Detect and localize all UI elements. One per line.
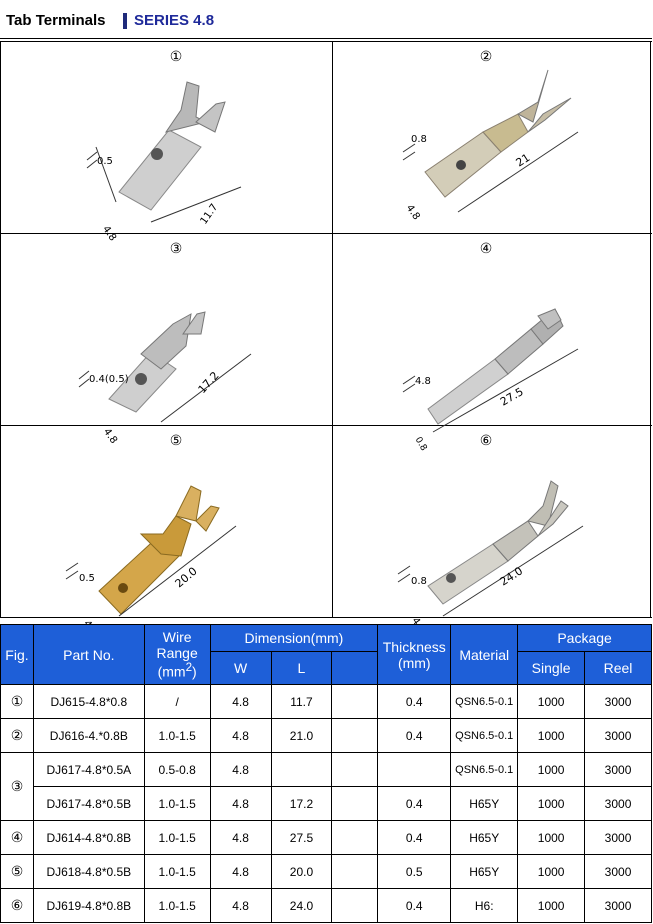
cell-part: DJ618-4.8*0.5B (33, 855, 144, 889)
cell-single: 1000 (518, 889, 585, 923)
figure-number: ① (169, 48, 183, 64)
cell-thickness: 0.4 (378, 719, 451, 753)
table-row (1, 753, 652, 787)
cell-material: H6: (451, 889, 518, 923)
dim-width: 4.8 (100, 426, 120, 446)
cell-l (271, 753, 332, 787)
cell-reel: 3000 (585, 685, 652, 719)
cell-wire: 1.0-1.5 (144, 719, 210, 753)
figure-3-cell (1, 234, 332, 446)
col-blank (332, 652, 378, 685)
wire-unit-close: ) (192, 663, 197, 680)
col-part-no: Part No. (33, 625, 144, 685)
cell-l: 21.0 (271, 719, 332, 753)
dim-thickness: 0.8 (411, 576, 427, 587)
cell-single: 1000 (518, 821, 585, 855)
figure-number: ③ (169, 240, 183, 256)
cell-fig: ③ (1, 753, 34, 821)
series-label: SERIES 4.8 (134, 12, 215, 29)
cell-blank (332, 821, 378, 855)
cell-reel: 3000 (585, 855, 652, 889)
cell-material: QSN6.5-0.1 (451, 685, 518, 719)
col-wire-range (144, 625, 210, 685)
figure-6-cell (332, 426, 652, 618)
cell-part: DJ615-4.8*0.8 (33, 685, 144, 719)
figure-number: ④ (479, 240, 493, 256)
cell-wire: 0.5-0.8 (144, 753, 210, 787)
cell-w: 4.8 (210, 685, 271, 719)
terminal-2-drawing (333, 42, 653, 234)
cell-material: H65Y (451, 821, 518, 855)
cell-thickness: 0.4 (378, 787, 451, 821)
cell-thickness: 0.4 (378, 821, 451, 855)
terminal-5-drawing (1, 426, 332, 618)
cell-blank (332, 753, 378, 787)
thickness-unit: (mm) (397, 654, 431, 671)
cell-w: 4.8 (210, 889, 271, 923)
cell-single: 1000 (518, 787, 585, 821)
cell-fig: ② (1, 719, 34, 753)
dim-length: 20.0 (172, 564, 200, 591)
figure-2-cell (332, 42, 652, 234)
cell-blank (332, 855, 378, 889)
cell-blank (332, 787, 378, 821)
dim-length: 24.0 (497, 564, 526, 589)
dim-thickness: 0.8 (411, 134, 427, 145)
dim-thickness: 0.5 (97, 156, 113, 167)
page-header (0, 0, 652, 42)
cell-material: H65Y (451, 855, 518, 889)
cell-l: 17.2 (271, 787, 332, 821)
cell-material: QSN6.5-0.1 (451, 719, 518, 753)
col-material: Material (451, 625, 518, 685)
col-package: Package (518, 625, 652, 652)
cell-part: DJ616-4.*0.8B (33, 719, 144, 753)
cell-l: 27.5 (271, 821, 332, 855)
cell-reel: 3000 (585, 787, 652, 821)
cell-reel: 3000 (585, 719, 652, 753)
cell-blank (332, 719, 378, 753)
figure-5-cell (1, 426, 332, 618)
cell-material: H65Y (451, 787, 518, 821)
col-l: L (271, 652, 332, 685)
dim-width: 4.8 (99, 224, 119, 244)
col-fig: Fig. (1, 625, 34, 685)
wire-unit-sup: 2 (185, 661, 193, 675)
dim-length: 21 (513, 150, 533, 170)
cell-thickness: 0.4 (378, 685, 451, 719)
col-w: W (210, 652, 271, 685)
header-rule (0, 38, 652, 39)
terminal-3-drawing (1, 234, 332, 446)
wire-range-label: Wire Range (156, 629, 198, 662)
cell-part: DJ614-4.8*0.8B (33, 821, 144, 855)
cell-w: 4.8 (210, 855, 271, 889)
cell-w: 4.8 (210, 719, 271, 753)
figure-grid (0, 42, 651, 618)
table-row (1, 889, 652, 923)
figure-4-cell (332, 234, 652, 453)
cell-single: 1000 (518, 753, 585, 787)
cell-fig: ① (1, 685, 34, 719)
col-single: Single (518, 652, 585, 685)
figure-number: ② (479, 48, 493, 64)
cell-part: DJ619-4.8*0.8B (33, 889, 144, 923)
cell-wire: 1.0-1.5 (144, 855, 210, 889)
col-dimension: Dimension(mm) (210, 625, 378, 652)
cell-l: 24.0 (271, 889, 332, 923)
table-row (1, 821, 652, 855)
dim-length: 17.2 (195, 369, 222, 397)
figure-1-cell (1, 42, 332, 244)
cell-w: 4.8 (210, 753, 271, 787)
dim-thickness: 0.4(0.5) (89, 374, 129, 385)
cell-fig: ⑥ (1, 889, 34, 923)
cell-single: 1000 (518, 855, 585, 889)
figure-number: ⑤ (169, 432, 183, 448)
col-thickness (378, 625, 451, 685)
table-row (1, 855, 652, 889)
dim-thickness: 0.5 (79, 573, 95, 584)
page-title: Tab Terminals (6, 12, 106, 29)
cell-l: 11.7 (271, 685, 332, 719)
cell-part: DJ617-4.8*0.5B (33, 787, 144, 821)
cell-wire: 1.0-1.5 (144, 889, 210, 923)
table-row (1, 685, 652, 719)
cell-thickness (378, 753, 451, 787)
spec-table (0, 624, 652, 923)
col-reel: Reel (585, 652, 652, 685)
table-row (1, 787, 652, 821)
cell-w: 4.8 (210, 821, 271, 855)
cell-single: 1000 (518, 719, 585, 753)
wire-unit: (mm (157, 663, 186, 680)
cell-thickness: 0.5 (378, 855, 451, 889)
cell-reel: 3000 (585, 753, 652, 787)
dim-length: 27.5 (498, 385, 526, 409)
cell-reel: 3000 (585, 821, 652, 855)
cell-reel: 3000 (585, 889, 652, 923)
cell-wire: 1.0-1.5 (144, 787, 210, 821)
dim-thickness: 0.8 (412, 435, 429, 453)
cell-fig: ⑤ (1, 855, 34, 889)
table-row (1, 719, 652, 753)
cell-wire: 1.0-1.5 (144, 821, 210, 855)
cell-blank (332, 889, 378, 923)
cell-l: 20.0 (271, 855, 332, 889)
cell-wire: / (144, 685, 210, 719)
cell-single: 1000 (518, 685, 585, 719)
dim-width: 4.8 (403, 202, 422, 223)
cell-thickness: 0.4 (378, 889, 451, 923)
dim-length: 11.7 (198, 202, 221, 227)
cell-fig: ④ (1, 821, 34, 855)
terminal-6-drawing (333, 426, 653, 618)
figure-number: ⑥ (479, 432, 493, 448)
cell-material: QSN6.5-0.1 (451, 753, 518, 787)
cell-part: DJ617-4.8*0.5A (33, 753, 144, 787)
title-divider (123, 13, 127, 29)
cell-w: 4.8 (210, 787, 271, 821)
cell-blank (332, 685, 378, 719)
thickness-label: Thickness (382, 638, 446, 655)
terminal-1-drawing (1, 42, 332, 244)
dim-width: 4.8 (415, 376, 431, 387)
terminal-4-drawing (333, 234, 653, 453)
